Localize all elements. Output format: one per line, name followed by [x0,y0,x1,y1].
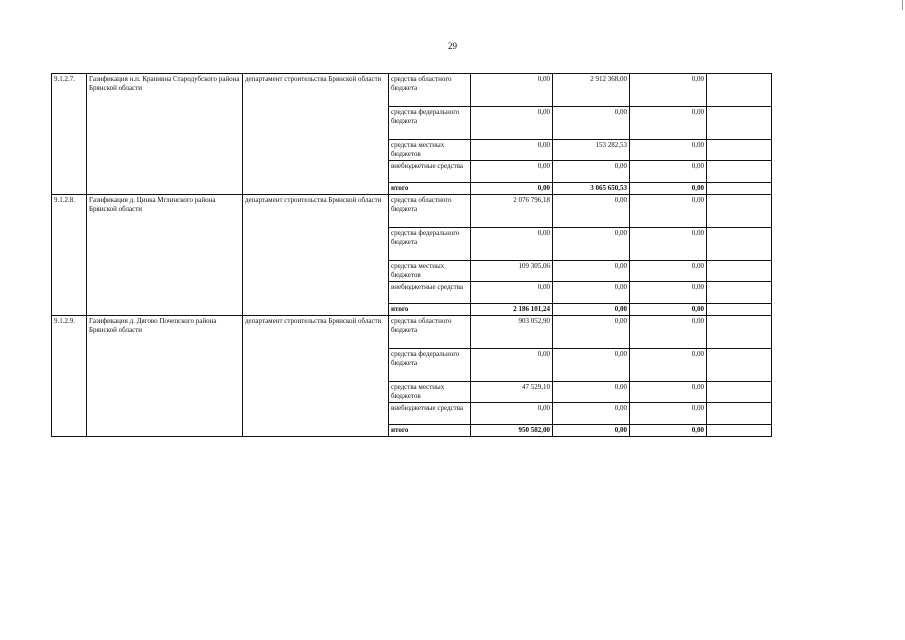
empty-cell [707,107,772,140]
empty-cell [707,382,772,403]
amount-v1: 0,00 [471,161,553,183]
amount-v3: 0,00 [630,316,707,349]
amount-v3: 0,00 [630,425,707,437]
amount-v2: 0,00 [553,282,630,304]
item-code: 9.1.2.9. [52,316,87,437]
amount-v1: 0,00 [471,140,553,161]
funding-source: внебюджетные средства [389,403,471,425]
table-body [52,74,772,437]
amount-v1: 0,00 [471,282,553,304]
amount-v1: 2 076 796,18 [471,195,553,228]
executor-cell: департамент строительства Брянской области [243,316,389,437]
empty-cell [707,195,772,228]
amount-v1: 0,00 [471,403,553,425]
amount-v2: 0,00 [553,161,630,183]
item-name: Газификация н.п. Крапивна Стародубского района Брянской области [87,74,243,195]
funding-source: итого [389,304,471,316]
funding-source: средства областного бюджета [389,74,471,107]
funding-source: средства федерального бюджета [389,228,471,261]
empty-cell [707,349,772,382]
empty-cell [707,74,772,107]
amount-v3: 0,00 [630,261,707,282]
funding-table [51,73,772,437]
amount-v3: 0,00 [630,228,707,261]
empty-cell [707,140,772,161]
amount-v2: 0,00 [553,107,630,140]
amount-v3: 0,00 [630,403,707,425]
item-name: Газификация д. Дягово Почепского района Брянской области [87,316,243,437]
empty-cell [707,425,772,437]
table-row [52,316,772,349]
amount-v3: 0,00 [630,183,707,195]
funding-source: итого [389,425,471,437]
amount-v1: 2 186 101,24 [471,304,553,316]
table-row [52,195,772,228]
amount-v2: 0,00 [553,403,630,425]
table-row [52,74,772,107]
amount-v1: 903 052,90 [471,316,553,349]
amount-v2: 0,00 [553,304,630,316]
amount-v1: 0,00 [471,74,553,107]
item-name: Газификация д. Цинка Мглинского района Брянской области [87,195,243,316]
empty-cell [707,161,772,183]
funding-source: средства областного бюджета [389,316,471,349]
amount-v1: 109 305,06 [471,261,553,282]
funding-source: внебюджетные средства [389,282,471,304]
funding-source: средства областного бюджета [389,195,471,228]
funding-source: итого [389,183,471,195]
amount-v1: 0,00 [471,349,553,382]
amount-v2: 2 912 368,00 [553,74,630,107]
amount-v3: 0,00 [630,304,707,316]
executor-cell: департамент строительства Брянской области [243,195,389,316]
empty-cell [707,228,772,261]
empty-cell [707,304,772,316]
amount-v1: 47 529,10 [471,382,553,403]
empty-cell [707,316,772,349]
amount-v1: 0,00 [471,107,553,140]
item-code: 9.1.2.7. [52,74,87,195]
amount-v1: 950 582,00 [471,425,553,437]
empty-cell [707,183,772,195]
scan-edge-mark [902,0,903,10]
amount-v3: 0,00 [630,282,707,304]
amount-v2: 0,00 [553,195,630,228]
funding-source: средства федерального бюджета [389,107,471,140]
funding-source: средства местных бюджетов [389,140,471,161]
amount-v2: 3 065 650,53 [553,183,630,195]
amount-v3: 0,00 [630,382,707,403]
amount-v2: 0,00 [553,425,630,437]
empty-cell [707,403,772,425]
amount-v3: 0,00 [630,74,707,107]
amount-v2: 0,00 [553,382,630,403]
item-code: 9.1.2.8. [52,195,87,316]
amount-v3: 0,00 [630,349,707,382]
amount-v2: 0,00 [553,349,630,382]
amount-v2: 153 282,53 [553,140,630,161]
empty-cell [707,282,772,304]
amount-v1: 0,00 [471,183,553,195]
funding-source: средства местных бюджетов [389,261,471,282]
page-number: 29 [448,41,457,51]
amount-v2: 0,00 [553,261,630,282]
amount-v1: 0,00 [471,228,553,261]
empty-cell [707,261,772,282]
amount-v3: 0,00 [630,107,707,140]
funding-source: средства местных бюджетов [389,382,471,403]
amount-v2: 0,00 [553,228,630,261]
amount-v2: 0,00 [553,316,630,349]
amount-v3: 0,00 [630,140,707,161]
amount-v3: 0,00 [630,195,707,228]
amount-v3: 0,00 [630,161,707,183]
executor-cell: департамент строительства Брянской области [243,74,389,195]
funding-source: средства федерального бюджета [389,349,471,382]
funding-source: внебюджетные средства [389,161,471,183]
